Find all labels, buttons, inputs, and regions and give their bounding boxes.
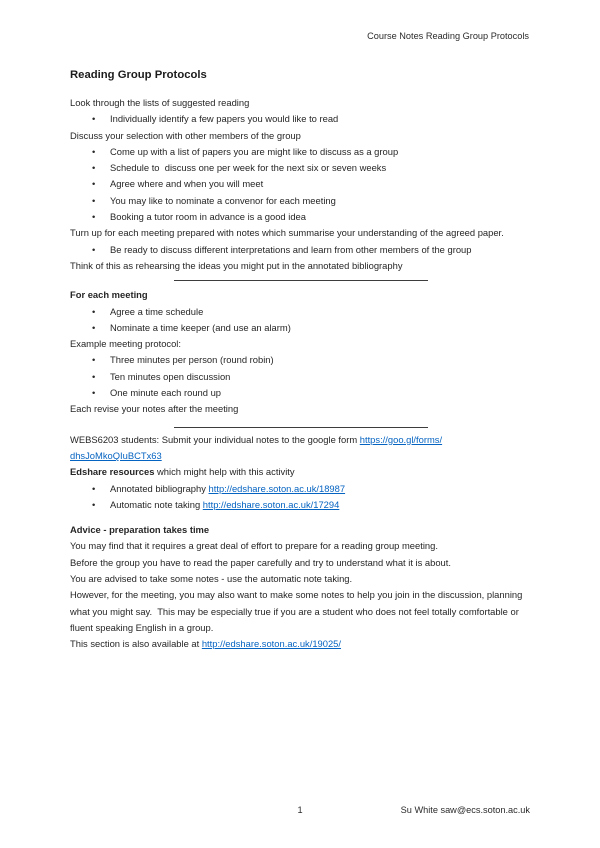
text-blocks	[70, 95, 532, 653]
bullet-marker-icon: •	[92, 354, 96, 366]
bullet-marker-icon: •	[92, 211, 96, 223]
text-run: However, for the meeting, you may also want to make some notes to help you join in the discussion, planning what you might say. This may be especially true if you are a student who does not feel totally comfortable or fluent speaking English in a group.	[70, 589, 525, 633]
hyperlink[interactable]: https://goo.gl/forms/	[359, 433, 443, 445]
text-run: You are advised to take some notes - use the automatic note taking.	[70, 573, 353, 585]
paragraph	[70, 555, 532, 571]
bullet-item	[70, 209, 532, 225]
bullet-marker-icon: •	[92, 482, 96, 494]
text-run: WEBS6203 students: Submit your individual notes to the google form	[70, 433, 360, 445]
hyperlink[interactable]: http://edshare.soton.ac.uk/18987	[208, 482, 346, 494]
page-footer	[70, 805, 530, 819]
paragraph	[70, 258, 532, 274]
bullet-marker-icon: •	[92, 194, 96, 206]
text-run: This section is also available at	[70, 638, 202, 650]
text-run: Individually identify a few papers you would like to read	[110, 113, 339, 125]
text-run: You may like to nominate a convenor for each meeting	[110, 194, 336, 206]
text-run: Agree a time schedule	[110, 305, 204, 317]
bullet-item	[70, 144, 532, 160]
text-run: Each revise your notes after the meeting	[70, 403, 239, 415]
paragraph	[70, 225, 532, 241]
text-run: Booking a tutor room in advance is a good idea	[110, 211, 306, 223]
text-run: Example meeting protocol:	[70, 338, 181, 350]
running-header: Course Notes Reading Group Protocols	[367, 31, 529, 41]
page-number: 1	[297, 805, 303, 815]
paragraph	[70, 522, 532, 538]
bold-text-run: For each meeting	[70, 289, 148, 301]
hyperlink[interactable]: http://edshare.soton.ac.uk/17294	[202, 498, 340, 510]
text-run: Discuss your selection with other members of the group	[70, 129, 301, 141]
bullet-item	[70, 111, 532, 127]
text-run: Before the group you have to read the paper carefully and try to understand what it is about.	[70, 556, 451, 568]
bullet-item	[70, 176, 532, 192]
bullet-marker-icon: •	[92, 162, 96, 174]
paragraph	[70, 401, 532, 417]
hyperlink[interactable]: dhsJoMkoQIuBCTx63	[70, 449, 162, 461]
text-run: Agree where and when you will meet	[110, 178, 264, 190]
bullet-marker-icon: •	[92, 243, 96, 255]
paragraph	[70, 95, 532, 111]
bullet-item	[70, 497, 532, 513]
paragraph	[70, 336, 532, 352]
bullet-item	[70, 481, 532, 497]
bullet-marker-icon: •	[92, 145, 96, 157]
text-run: Turn up for each meeting prepared with notes which summarise your understanding of the agreed paper.	[70, 227, 504, 239]
text-run: Come up with a list of papers you are might like to discuss as a group	[110, 145, 399, 157]
page-title: Reading Group Protocols	[70, 69, 207, 81]
bullet-item	[70, 385, 532, 401]
text-run: Annotated bibliography	[110, 482, 209, 494]
text-run: Think of this as rehearsing the ideas you might put in the annotated bibliography	[70, 259, 403, 271]
bullet-marker-icon: •	[92, 178, 96, 190]
paragraph	[70, 636, 532, 652]
paragraph	[70, 287, 532, 303]
bold-text-run: Advice - preparation takes time	[70, 524, 210, 536]
bullet-item	[70, 352, 532, 368]
paragraph	[70, 571, 532, 587]
text-run: Automatic note taking	[110, 498, 203, 510]
text-run: Three minutes per person (round robin)	[110, 354, 274, 366]
text-run: You may find that it requires a great deal of effort to prepare for a reading group meeting.	[70, 540, 438, 552]
bullet-marker-icon: •	[92, 113, 96, 125]
bullet-item	[70, 193, 532, 209]
text-run: Ten minutes open discussion	[110, 370, 231, 382]
bullet-marker-icon: •	[92, 305, 96, 317]
section-divider	[174, 280, 428, 281]
paragraph	[70, 432, 532, 465]
bullet-marker-icon: •	[92, 387, 96, 399]
author-contact: Su White saw@ecs.soton.ac.uk	[400, 805, 530, 815]
paragraph	[70, 587, 532, 636]
bullet-marker-icon: •	[92, 321, 96, 333]
bullet-marker-icon: •	[92, 498, 96, 510]
bullet-item	[70, 369, 532, 385]
paragraph	[70, 464, 532, 480]
paragraph	[70, 538, 532, 554]
paragraph	[70, 128, 532, 144]
bullet-item	[70, 160, 532, 176]
text-run: Look through the lists of suggested reading	[70, 97, 250, 108]
document-body	[70, 68, 532, 653]
bold-text-run: Edshare resources	[70, 466, 155, 478]
bullet-item	[70, 242, 532, 258]
text-run: Schedule to discuss one per week for the next six or seven weeks	[110, 162, 387, 174]
hyperlink[interactable]: http://edshare.soton.ac.uk/19025/	[201, 638, 342, 650]
bullet-marker-icon: •	[92, 370, 96, 382]
bullet-item	[70, 320, 532, 336]
bullet-item	[70, 304, 532, 320]
section-divider	[174, 427, 428, 428]
text-run: One minute each round up	[110, 387, 222, 399]
text-run: Nominate a time keeper (and use an alarm)	[110, 321, 291, 333]
text-run: which might help with this activity	[154, 466, 295, 478]
text-run: Be ready to discuss different interpretations and learn from other members of the group	[110, 243, 472, 255]
